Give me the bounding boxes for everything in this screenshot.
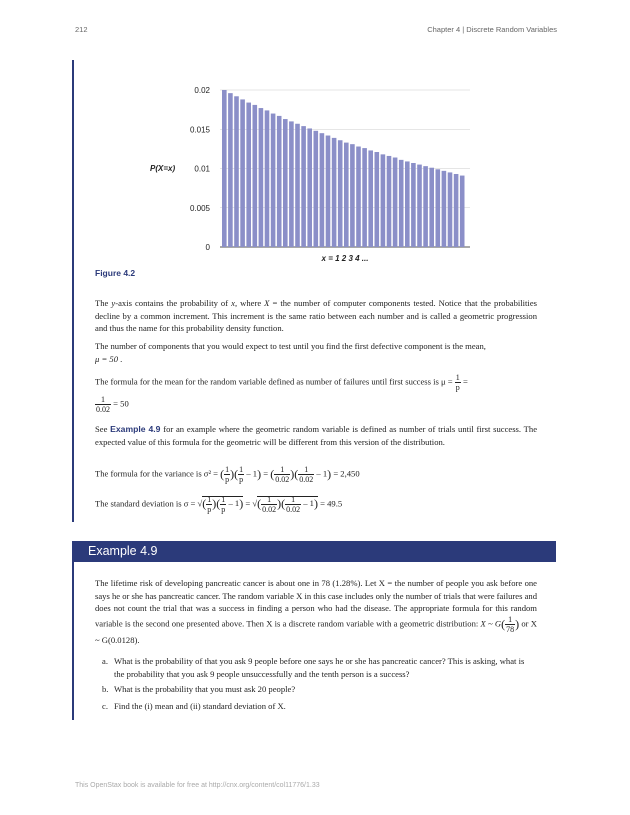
bar xyxy=(429,168,434,247)
list-item-a: a. What is the probability of that you ask 9 people before one says he or she has pancreatic cancer? This is asking, what is the probability that you ask 9 people unsuccessfully and the tenth person is a success? xyxy=(102,656,525,679)
example-header xyxy=(72,541,556,562)
paragraph-mean-formula: The formula for the mean for the random variable defined as number of failures until first success is μ = $\frac{1}{p}$ = xyxy=(95,373,468,392)
chapter-title: Chapter 4 | Discrete Random Variables xyxy=(427,25,557,34)
bar xyxy=(368,150,373,247)
bar xyxy=(326,136,331,247)
bar xyxy=(240,99,245,247)
y-tick-label: 0.005 xyxy=(189,203,210,213)
page-number: 212 xyxy=(75,25,88,34)
bar xyxy=(460,176,465,247)
bar xyxy=(405,161,410,247)
example-rule xyxy=(72,562,74,720)
bar xyxy=(393,158,398,247)
section-rule xyxy=(72,60,74,522)
bar xyxy=(307,128,312,247)
bar xyxy=(362,148,367,247)
bar xyxy=(295,124,300,247)
bar xyxy=(289,121,294,247)
bar xyxy=(411,163,416,247)
bar xyxy=(344,143,349,247)
bar xyxy=(314,131,319,247)
footer-note: This OpenStax book is available for free at http://cnx.org/content/col11776/1.33 xyxy=(75,782,320,789)
bar xyxy=(356,147,361,247)
bar xyxy=(228,93,233,247)
bar xyxy=(265,110,270,247)
bar xyxy=(375,152,380,247)
y-tick-label: 0.02 xyxy=(194,86,210,95)
bar xyxy=(246,103,251,247)
bar xyxy=(338,140,343,247)
bar xyxy=(436,169,441,247)
example-title: Example 4.9 xyxy=(88,544,158,558)
bar xyxy=(442,171,447,247)
bar xyxy=(423,166,428,247)
y-axis-label: P(X=x) xyxy=(150,164,176,173)
bar xyxy=(448,172,453,247)
bar xyxy=(320,133,325,247)
bar xyxy=(454,174,459,247)
bar xyxy=(234,96,239,247)
bar xyxy=(350,144,355,247)
example-paragraph: The lifetime risk of developing pancreatic cancer is about one in 78 (1.28%). Let X = the number of people you ask before one says he or she has pancreatic cancer. The random variable X in this case includes only the number of trials that were failures and does not count the trial that was a success in finding a person who had the disease. The appropriate formula for this random variable is the second one presented above. Then X is a discrete random variable with a geometric distribution: X ~ G( $\frac{1}{78}$ ) or X ~ G(0.0128). xyxy=(95,578,537,645)
bar xyxy=(387,156,392,247)
stddev-formula: The standard deviation is σ = √( $\frac{1}{p}$ )( $\frac{1}{p}$ – 1) = √( $\frac{1}{0.02}$ )( $\frac{1}{0.02}$ – 1) = 49.5 xyxy=(95,495,343,514)
bar xyxy=(301,126,306,247)
bar xyxy=(277,116,282,247)
bar xyxy=(259,108,264,247)
paragraph-y-axis: The y-axis contains the probability of x, where X = the number of computer components tested. Notice that the probabilities decline by a common increment. This increment is the same ratio between each number and is called a geometric progression and thus the name for this probability density function. xyxy=(95,298,537,334)
bar xyxy=(417,165,422,247)
example-link[interactable]: Example 4.9 xyxy=(110,424,161,434)
paragraph-mean-components: The number of components that you would expect to test until you find the first defective component is the mean, μ = 50 . xyxy=(95,341,486,364)
y-tick-label: 0.015 xyxy=(189,125,210,135)
y-tick-label: 0 xyxy=(205,243,210,252)
fraction-1-over-p: $\frac{1}{p}$ xyxy=(455,373,460,392)
paragraph-see-example: See Example 4.9 for an example where the geometric random variable is defined as number of trials until first success. The expected value of this formula for the geometric will be different from this version of the distribution. xyxy=(95,424,538,447)
paragraph-mean-result: $\frac{1}{0.02}$ = 50 xyxy=(96,395,129,414)
fraction-1-over-002: $\frac{1}{0.02}$ xyxy=(96,395,110,414)
y-tick-label: 0.01 xyxy=(194,164,210,174)
variance-formula: The formula for the variance is σ² = ( $\frac{1}{p}$ )( $\frac{1}{p}$ – 1) = ( $\frac{1}{0.02}$ )( $\frac{1}{0.02}$ – 1) = 2,450 xyxy=(95,465,360,484)
list-item-b: b. What is the probability that you must ask 20 people? xyxy=(102,684,296,694)
bar xyxy=(271,114,276,247)
bar xyxy=(222,90,227,247)
x-axis-label: x = 1 2 3 4 ... xyxy=(321,254,369,263)
list-item-c: c. Find the (i) mean and (ii) standard deviation of X. xyxy=(102,701,286,711)
figure-caption: Figure 4.2 xyxy=(95,268,136,278)
bar-chart xyxy=(150,80,480,265)
bar xyxy=(399,160,404,247)
bar xyxy=(283,119,288,247)
bar xyxy=(253,105,258,247)
bar xyxy=(381,154,386,247)
bar xyxy=(332,138,337,247)
